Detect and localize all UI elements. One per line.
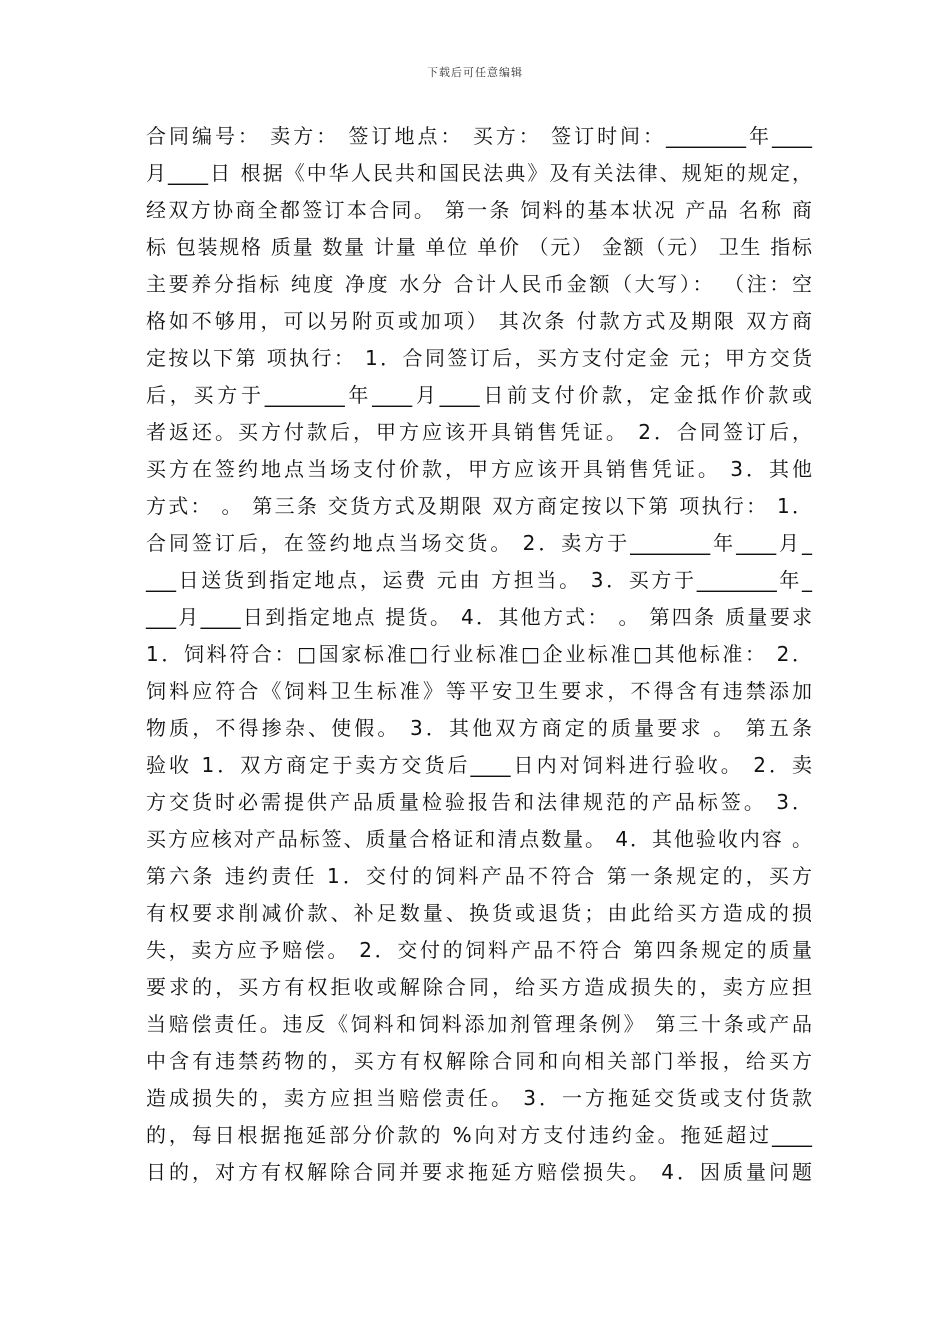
doc-line: 合同编号： 卖方： 签订地点： 买方： 签订时间：________年____ (146, 124, 812, 148)
document-body (146, 118, 812, 1191)
page-header: 下载后可任意编辑 (427, 66, 523, 79)
doc-line: 方交货时必需提供产品质量检验报告和法律规范的产品标签。 3． (146, 790, 812, 814)
doc-line: 主要养分指标 纯度 净度 水分 合计人民币金额（大写）： （注：空 (146, 272, 812, 296)
doc-line: 者返还。买方付款后，甲方应该开具销售凭证。 2．合同签订后， (146, 420, 812, 444)
doc-line: 方式： 。 第三条 交货方式及期限 双方商定按以下第 项执行： 1． (146, 494, 812, 518)
doc-line: ___日送货到指定地点，运费 元由 方担当。 3．买方于________年_ (146, 568, 812, 592)
doc-line: 月____日 根据《中华人民共和国民法典》及有关法律、规矩的规定， (146, 161, 812, 185)
doc-line: 有权要求削减价款、补足数量、换货或退货；由此给买方造成的损 (146, 901, 812, 925)
doc-line: 买方在签约地点当场支付价款，甲方应该开具销售凭证。 3．其他 (146, 457, 812, 481)
doc-line: 经双方协商全都签订本合同。 第一条 饲料的基本状况 产品 名称 商 (146, 198, 812, 222)
doc-line: 失，卖方应予赔偿。 2．交付的饲料产品不符合 第四条规定的质量 (146, 938, 812, 962)
doc-line: 标 包装规格 质量 数量 计量 单位 单价 （元） 金额（元） 卫生 指标 (146, 235, 812, 259)
doc-line: 日的，对方有权解除合同并要求拖延方赔偿损失。 4．因质量问题 (146, 1160, 812, 1184)
doc-line: 造成损失的，卖方应担当赔偿责任。 3．一方拖延交货或支付货款 (146, 1086, 812, 1110)
doc-line: 验收 1．双方商定于卖方交货后____日内对饲料进行验收。 2．卖 (146, 753, 812, 777)
doc-line: 合同签订后，在签约地点当场交货。 2．卖方于________年____月_ (146, 531, 812, 555)
doc-line: 物质，不得掺杂、使假。 3．其他双方商定的质量要求 。 第五条 (146, 716, 812, 740)
doc-line: 饲料应符合《饲料卫生标准》等平安卫生要求，不得含有违禁添加 (146, 679, 812, 703)
doc-line: 1．饲料符合：□国家标准□行业标准□企业标准□其他标准： 2． (146, 642, 812, 666)
doc-line: 中含有违禁药物的，买方有权解除合同和向相关部门举报，给买方 (146, 1049, 812, 1073)
doc-line: 的，每日根据拖延部分价款的 %向对方支付违约金。拖延超过____ (146, 1123, 812, 1147)
doc-line: ___月____日到指定地点 提货。 4．其他方式： 。 第四条 质量要求 (146, 605, 812, 629)
doc-line: 买方应核对产品标签、质量合格证和清点数量。 4．其他验收内容 。 (146, 827, 812, 851)
doc-line: 定按以下第 项执行： 1．合同签订后，买方支付定金 元；甲方交货 (146, 346, 812, 370)
doc-line: 当赔偿责任。违反《饲料和饲料添加剂管理条例》 第三十条或产品 (146, 1012, 812, 1036)
doc-line: 后，买方于________年____月____日前支付价款，定金抵作价款或 (146, 383, 812, 407)
doc-line: 格如不够用，可以另附页或加项） 其次条 付款方式及期限 双方商 (146, 309, 812, 333)
doc-line: 要求的，买方有权拒收或解除合同，给买方造成损失的，卖方应担 (146, 975, 812, 999)
doc-line: 第六条 违约责任 1．交付的饲料产品不符合 第一条规定的，买方 (146, 864, 812, 888)
